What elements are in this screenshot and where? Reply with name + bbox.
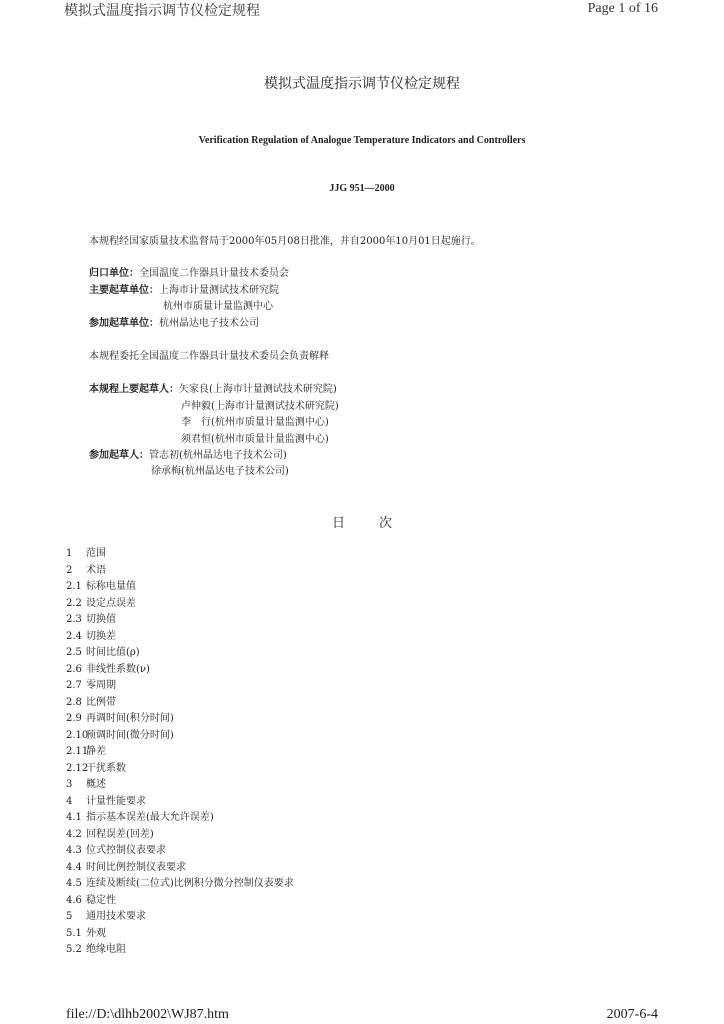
gk-unit-row: [89, 264, 289, 279]
toc-title-char-1: 日: [332, 516, 346, 531]
toc-item-label: 切换差: [86, 630, 116, 642]
toc-item-number: 5.1: [66, 927, 82, 939]
toc-item[interactable]: [66, 893, 294, 910]
toc-item-label: 术语: [86, 564, 106, 576]
toc-item[interactable]: [66, 612, 294, 629]
toc-item-label: 比例带: [86, 696, 116, 708]
toc-item[interactable]: [66, 546, 294, 563]
main-drafter-1: 矢家良(上海市计量测试技术研究院): [179, 384, 337, 395]
toc-item[interactable]: [66, 629, 294, 646]
toc-title-char-2: 次: [379, 516, 393, 531]
toc-item-label: 外观: [86, 927, 106, 939]
toc-item-label: 指示基本误差(最大允许误差): [86, 812, 214, 823]
cj-unit-value: 杭州晶达电子技术公司: [159, 318, 259, 329]
toc-item-label: 零周期: [86, 680, 116, 691]
toc-list: [66, 546, 294, 959]
toc-item-label: 回程误差(回差): [86, 828, 154, 840]
toc-item-label: 干扰系数: [86, 762, 126, 774]
entrust-statement: 本规程委托全国温度二作器具计量技术委员会负责解释: [89, 351, 329, 362]
toc-item-number: 2.9: [66, 713, 82, 724]
main-drafter-label: 本规程上要起草人：: [89, 384, 179, 395]
toc-item-number: 5: [66, 911, 73, 922]
toc-item-number: 2.12: [66, 762, 89, 774]
main-drafter-2: 卢伸毅(上海市计量测试技术研究院): [181, 401, 339, 412]
toc-item[interactable]: [66, 876, 294, 893]
toc-item-number: 2.3: [66, 614, 82, 625]
zy-unit-value-2: 杭州市质量计量监测中心: [163, 301, 273, 312]
toc-item-label: 计量性能要求: [86, 795, 146, 807]
header-page-info: Page 1 of 16: [587, 1, 658, 16]
toc-item[interactable]: [66, 942, 294, 959]
toc-item[interactable]: [66, 711, 294, 728]
toc-item[interactable]: [66, 579, 294, 596]
toc-item-number: 3: [66, 779, 73, 790]
toc-item-number: 4.4: [66, 861, 82, 873]
footer-path: file://D:\dlhb2002\WJ87.htm: [66, 1007, 229, 1022]
join-drafter-1: 管志初(杭州晶达电子技术公司): [149, 450, 287, 461]
toc-title: [332, 512, 392, 531]
toc-item-label: 概述: [86, 779, 106, 790]
cj-unit-label: 参加起草单位：: [89, 318, 159, 329]
zy-unit-value-1: 上海市计量测试技术研究院: [159, 285, 279, 296]
toc-item-number: 2: [66, 564, 73, 576]
toc-item-label: 通用技术要求: [86, 911, 146, 922]
toc-item-number: 4: [66, 795, 73, 807]
join-drafter-row: [89, 446, 287, 461]
toc-item[interactable]: [66, 860, 294, 877]
english-title: Verification Regulation of Analogue Temperature Indicators and Controllers: [198, 135, 526, 146]
toc-item-label: 标称电量值: [86, 581, 136, 592]
toc-item[interactable]: [66, 777, 294, 794]
toc-item-number: 2.5: [66, 647, 82, 658]
toc-item[interactable]: [66, 645, 294, 662]
toc-item-label: 绝缘电阻: [86, 944, 126, 955]
toc-item-label: 稳定性: [86, 894, 116, 906]
toc-item-label: 位式控制仪表要求: [86, 845, 166, 856]
toc-item-number: 2.11: [66, 746, 89, 757]
toc-item-number: 4.2: [66, 828, 82, 840]
toc-item-number: 2.6: [66, 663, 82, 675]
toc-item-number: 4.6: [66, 894, 82, 906]
toc-item-number: 4.3: [66, 845, 82, 856]
join-drafter-label: 参加起草人：: [89, 450, 149, 461]
toc-item[interactable]: [66, 926, 294, 943]
header-doc-title: 模拟式温度指示调节仪检定规程: [64, 3, 260, 19]
gk-unit-value: 全国温度二作器具计量技术委员会: [139, 268, 289, 279]
toc-item-number: 4.1: [66, 812, 82, 823]
main-drafter-3: 李 行(杭州市质量计量监测中心): [181, 417, 329, 428]
toc-item-label: 时间比例控制仪表要求: [86, 861, 186, 873]
toc-item-label: 预调时间(微分时间): [86, 729, 174, 741]
toc-item-number: 2.1: [66, 581, 82, 592]
toc-item[interactable]: [66, 909, 294, 926]
toc-item[interactable]: [66, 596, 294, 613]
toc-item[interactable]: [66, 662, 294, 679]
main-drafter-4: 须君恒(杭州市质量计量监测中心): [181, 434, 329, 445]
toc-item-number: 4.5: [66, 878, 82, 889]
regulation-code: JJG 951—2000: [329, 183, 395, 194]
toc-item-label: 范围: [86, 548, 106, 559]
toc-item-label: 设定点误差: [86, 597, 136, 609]
zy-unit-row: [89, 281, 279, 296]
toc-item[interactable]: [66, 827, 294, 844]
toc-item-label: 时间比值(ρ): [86, 647, 140, 658]
toc-item[interactable]: [66, 563, 294, 580]
toc-item-label: 连续及断续(二位式)比例积分微分控制仪表要求: [86, 878, 294, 889]
toc-item-number: 2.4: [66, 630, 82, 642]
cj-unit-row: [89, 314, 259, 329]
toc-item-label: 非线性系数(ν): [86, 663, 150, 675]
toc-item-number: 1: [66, 548, 73, 559]
toc-item-number: 5.2: [66, 944, 82, 955]
main-drafter-row: [89, 380, 337, 395]
toc-item[interactable]: [66, 678, 294, 695]
toc-item-number: 2.2: [66, 597, 82, 609]
toc-item[interactable]: [66, 744, 294, 761]
toc-item-label: 静差: [86, 746, 106, 757]
toc-item[interactable]: [66, 810, 294, 827]
gk-unit-label: 归口单位：: [89, 268, 139, 279]
toc-item[interactable]: [66, 761, 294, 778]
toc-item-label: 再调时间(积分时间): [86, 713, 174, 724]
toc-item[interactable]: [66, 843, 294, 860]
approval-statement: 本规程经国家质量技术监督局于2000年05月08日批准，并自2000年10月01日起施行。: [89, 236, 481, 247]
footer-date: 2007-6-4: [606, 1007, 658, 1022]
toc-item-label: 切换值: [86, 614, 116, 625]
toc-item[interactable]: [66, 695, 294, 712]
toc-item-number: 2.8: [66, 696, 82, 708]
toc-item[interactable]: [66, 794, 294, 811]
toc-item[interactable]: [66, 728, 294, 745]
join-drafter-2: 徐承梅(杭州晶达电子技术公司): [151, 466, 289, 477]
zy-unit-label: 主要起草单位：: [89, 285, 159, 296]
page-title: 模拟式温度指示调节仪检定规程: [264, 76, 460, 92]
toc-item-number: 2.10: [66, 729, 89, 741]
toc-item-number: 2.7: [66, 680, 82, 691]
